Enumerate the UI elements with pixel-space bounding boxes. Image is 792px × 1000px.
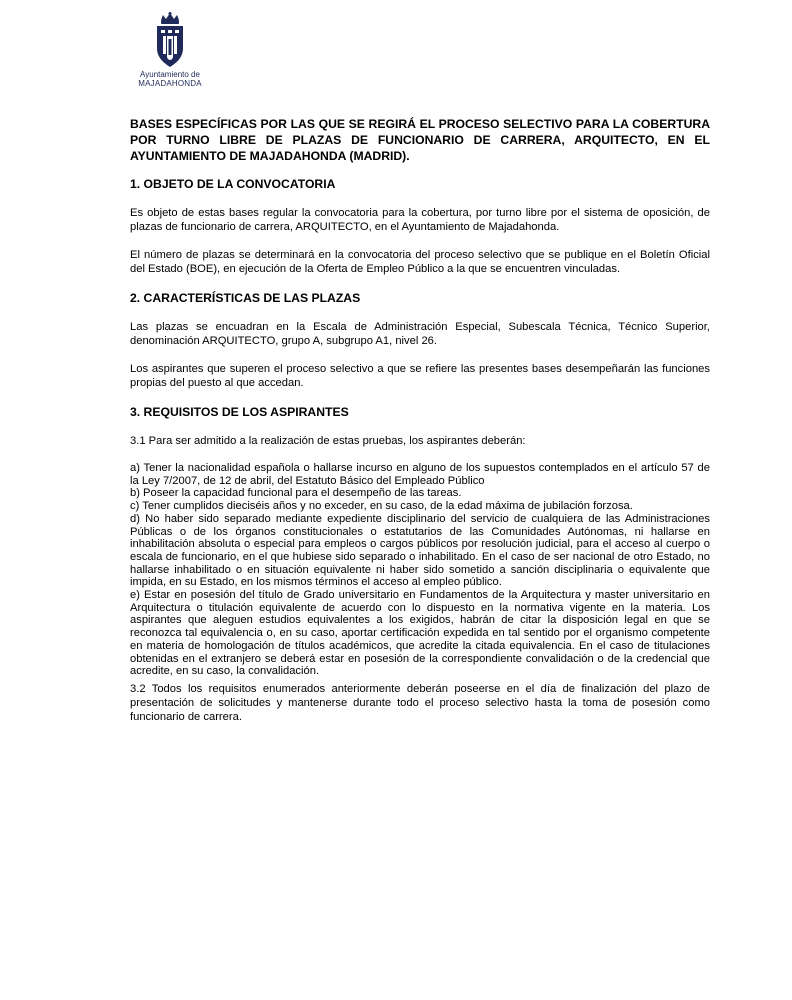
section-3-intro: 3.1 Para ser admitido a la realización de estas pruebas, los aspirantes deberán: xyxy=(130,435,526,447)
list-item: e) Estar en posesión del título de Grado universitario en Fundamentos de la Arquitectura y master universitario en Arquitectura o titulación equivalente de acuerdo con lo dispuesto en la normativa vigente en la materia. Los aspirantes que aleguen estudios equivalentes a los exigidos, habrán de citar la disposición legal en que se reconozca tal equivalencia o, en su caso, aportar certificación expedida en tal sentido por el organismo competente en materia de homologación de títulos académicos, que acredite la citada equivalencia. En el caso de titulaciones obtenidas en el extranjero se deberá estar en posesión de la correspondiente convalidación o de la credencial que acredite, en su caso, la convalidación. xyxy=(130,589,710,678)
logo-line-1: Ayuntamiento de xyxy=(140,70,200,79)
logo-line-2: MAJADAHONDA xyxy=(138,79,202,88)
section-1-paragraph: Es objeto de estas bases regular la convocatoria para la cobertura, por turno libre por el sistema de oposición, de plazas de funcionario de carrera, ARQUITECTO, en el Ayuntamiento de Majadahonda. xyxy=(130,207,710,233)
municipal-logo xyxy=(128,12,212,88)
section-2-paragraph: Los aspirantes que superen el proceso selectivo a que se refiere las presentes bases desempeñarán las funciones propias del puesto al que accedan. xyxy=(130,363,710,389)
list-item: a) Tener la nacionalidad española o hallarse incurso en alguno de los supuestos contemplados en el artículo 57 de la Ley 7/2007, de 12 de abril, del Estatuto Básico del Empleado Público xyxy=(130,462,710,487)
section-3-heading: 3. REQUISITOS DE LOS ASPIRANTES xyxy=(130,405,349,419)
list-item: d) No haber sido separado mediante expediente disciplinario del servicio de cualquiera de las Administraciones Públicas o de los órganos constitucionales o estatutarios de las Comunidades Autónomas, ni hallarse en inhabilitación absoluta o especial para empleos o cargos públicos por resolución judicial, para el acceso al cuerpo o escala de funcionario, en el que hubiese sido separado o inhabilitado. En el caso de ser nacional de otro Estado, no hallarse inhabilitado o en situación equivalente ni haber sido sometido a sanción disciplinaria o equivalente que impida, en su Estado, en los mismos términos el acceso al empleo público. xyxy=(130,512,710,589)
section-1-paragraph: El número de plazas se determinará en la convocatoria del proceso selectivo que se publique en el Boletín Oficial del Estado (BOE), en ejecución de la Oferta de Empleo Público a la que se encuentren vinculadas. xyxy=(130,249,710,275)
section-2-paragraph: Las plazas se encuadran en la Escala de Administración Especial, Subescala Técnica, Técnico Superior, denominación ARQUITECTO, grupo A, subgrupo A1, nivel 26. xyxy=(130,321,710,347)
document-title: BASES ESPECÍFICAS POR LAS QUE SE REGIRÁ EL PROCESO SELECTIVO PARA LA COBERTURA POR TURNO LIBRE DE PLAZAS DE FUNCIONARIO DE CARRERA, ARQUITECTO, EN EL AYUNTAMIENTO DE MAJADAHONDA (MADRID). xyxy=(130,117,710,163)
section-1-heading: 1. OBJETO DE LA CONVOCATORIA xyxy=(130,177,336,191)
section-2-heading: 2. CARACTERÍSTICAS DE LAS PLAZAS xyxy=(130,291,361,305)
list-item: b) Poseer la capacidad funcional para el desempeño de las tareas. xyxy=(130,487,462,500)
document-body xyxy=(130,116,710,738)
requirements-list xyxy=(130,462,710,678)
section-3-closing: 3.2 Todos los requisitos enumerados anteriormente deberán poseerse en el día de finalización del plazo de presentación de solicitudes y mantenerse durante todo el proceso selectivo hasta la toma de posesión como funcionario de carrera. xyxy=(130,682,710,723)
coat-of-arms-icon xyxy=(152,12,188,68)
list-item: c) Tener cumplidos dieciséis años y no exceder, en su caso, de la edad máxima de jubilación forzosa. xyxy=(130,500,633,513)
